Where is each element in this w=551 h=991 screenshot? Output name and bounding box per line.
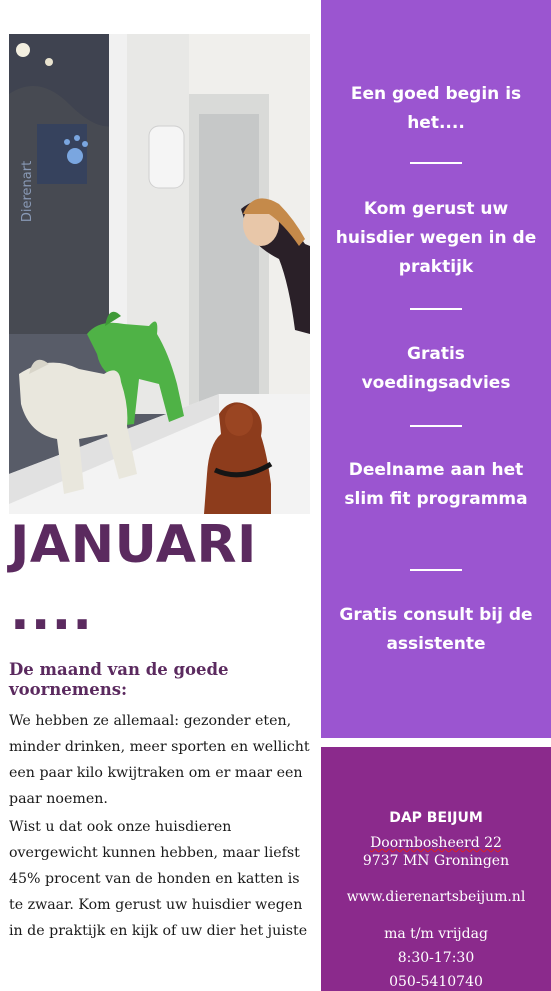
body-paragraph-1: We hebben ze allemaal: gezonder eten, minder drinken, meer sporten en wellicht een paar kilo kwijtraken om er maar een paar noemen. <box>9 713 310 807</box>
contact-box <box>321 747 551 991</box>
offer-item-nutrition: Gratis voedingsadvies <box>361 344 511 393</box>
opening-hours: 8:30-17:30 <box>397 950 475 966</box>
website-link[interactable]: www.dierenartsbeijum.nl <box>346 889 526 905</box>
offer-item-intro: Een goed begin is het.... <box>350 84 522 133</box>
offer-item-weigh: Kom gerust uw huisdier wegen in de praktijk <box>335 199 537 277</box>
section-subheading: De maand van de goede voornemens: <box>9 660 229 699</box>
phone-number[interactable]: 050-5410740 <box>389 974 483 990</box>
offer-item-consult: Gratis consult bij de assistente <box>339 605 533 654</box>
opening-days: ma t/m vrijdag <box>384 926 488 942</box>
address-street: Doornbosheerd 22 <box>370 835 502 851</box>
divider <box>410 425 462 427</box>
offers-panel <box>321 0 551 738</box>
title-dots: .... <box>10 582 94 642</box>
clinic-window-photo <box>9 34 310 514</box>
body-paragraph-2: Wist u dat ook onze huisdieren overgewicht kunnen hebben, maar liefst 45% procent van de honden en katten is te zwaar. Kom gerust uw huisdier wegen in de praktijk en kijk of uw dier het juiste <box>9 819 308 939</box>
divider <box>410 308 462 310</box>
sign-text: Dierenart <box>20 160 36 223</box>
page-title: JANUARI <box>10 515 257 575</box>
practice-name: DAP BEIJUM <box>389 810 483 826</box>
divider <box>410 569 462 571</box>
address-city: 9737 MN Groningen <box>362 853 510 869</box>
divider <box>410 162 462 164</box>
offer-item-slimfit: Deelname aan het slim fit programma <box>344 460 528 509</box>
